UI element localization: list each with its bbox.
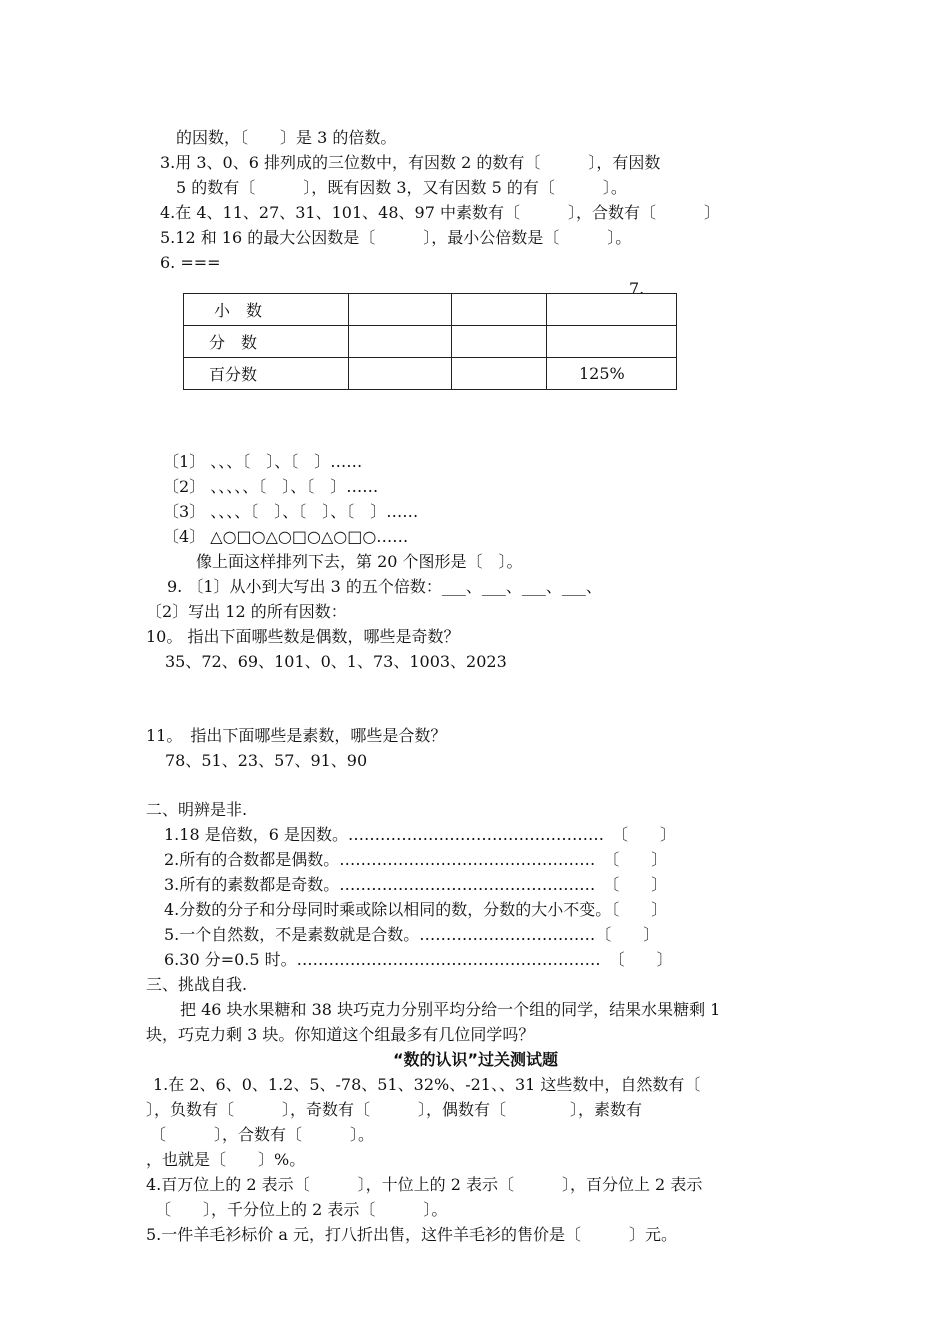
row-label-fraction: 分 数: [184, 326, 349, 358]
section-3-heading: 三、挑战自我.: [146, 975, 248, 994]
question-10-numbers: 35、72、69、101、0、1、73、1003、2023: [165, 652, 507, 671]
judge-1: 1.18 是倍数，6 是因数。………………………………………… 〔 〕: [164, 825, 676, 844]
sequence-1: 〔1〕 、、、〔 〕、〔 〕……: [163, 452, 363, 471]
question-5: 5.12 和 16 的最大公因数是〔 〕，最小公倍数是〔 〕。: [160, 228, 632, 247]
table-cell: [452, 326, 547, 358]
row-label-decimal: 小 数: [184, 294, 349, 326]
test-q5: 5.一件羊毛衫标价 a 元，打八折出售，这件羊毛衫的售价是〔 〕元。: [146, 1225, 677, 1244]
table-cell: [547, 294, 677, 326]
conversion-table: [183, 293, 677, 390]
question-11-numbers: 78、51、23、57、91、90: [165, 751, 368, 770]
test-q1-line-3: 〔 〕，合数有〔 〕。: [150, 1125, 375, 1144]
question-6: 6. ===: [160, 253, 221, 272]
line-1: 的因数，〔 〕是 3 的倍数。: [176, 128, 397, 147]
table-cell: [349, 358, 452, 390]
table-row: [184, 326, 677, 358]
question-10: 10。 指出下面哪些数是偶数，哪些是奇数？: [146, 627, 460, 646]
test-title: “数的认识”过关测试题: [393, 1050, 559, 1069]
table-cell: [452, 358, 547, 390]
test-q3-fragment: ，也就是〔 〕%。: [146, 1150, 306, 1169]
table-cell: [349, 326, 452, 358]
table-cell: [349, 294, 452, 326]
judge-3: 3.所有的素数都是奇数。………………………………………… 〔 〕: [164, 875, 668, 894]
question-3-line-1: 3.用 3、0、6 排列成的三位数中，有因数 2 的数有〔 〕，有因数: [160, 153, 661, 172]
table-cell: [452, 294, 547, 326]
table-cell: [547, 326, 677, 358]
challenge-line-2: 块，巧克力剩 3 块。你知道这个组最多有几位同学吗？: [146, 1025, 535, 1044]
question-9-part-2: 〔2〕写出 12 的所有因数：: [146, 602, 347, 621]
sequence-4: 〔4〕 △○□○△○□○△○□○……: [163, 527, 409, 546]
question-9-part-1: 9. 〔1〕从小到大写出 3 的五个倍数：___、___、___、___、: [167, 577, 602, 596]
question-11: 11。 指出下面哪些是素数，哪些是合数？: [146, 726, 447, 745]
section-2-heading: 二、明辨是非.: [146, 800, 248, 819]
judge-5: 5.一个自然数，不是素数就是合数。……………………………〔 〕: [164, 925, 660, 944]
table-cell: 125%: [547, 358, 677, 390]
row-label-percent: 百分数: [184, 358, 349, 390]
judge-6: 6.30 分=0.5 时。………………………………………………… 〔 〕: [164, 950, 673, 969]
question-4: 4.在 4、11、27、31、101、48、97 中素数有〔 〕，合数有〔 〕: [160, 203, 720, 222]
judge-4: 4.分数的分子和分母同时乘或除以相同的数，分数的大小不变。〔 〕: [164, 900, 668, 919]
sequence-2: 〔2〕 、、、、、〔 〕、〔 〕……: [163, 477, 379, 496]
sequence-4-question: 像上面这样排列下去，第 20 个图形是〔 〕。: [196, 552, 523, 571]
test-q4-line-2: 〔 〕，千分位上的 2 表示〔 〕。: [155, 1200, 448, 1219]
test-q4-line-1: 4.百万位上的 2 表示〔 〕，十位上的 2 表示〔 〕，百分位上 2 表示: [146, 1175, 703, 1194]
question-7: 7.: [629, 279, 645, 298]
table-row: [184, 294, 677, 326]
judge-2: 2.所有的合数都是偶数。………………………………………… 〔 〕: [164, 850, 668, 869]
challenge-line-1: 把 46 块水果糖和 38 块巧克力分别平均分给一个组的同学，结果水果糖剩 1: [180, 1000, 721, 1019]
sequence-3: 〔3〕 、、、、〔 〕、〔 〕、〔 〕……: [163, 502, 419, 521]
question-3-line-2: 5 的数有〔 〕，既有因数 3，又有因数 5 的有〔 〕。: [176, 178, 627, 197]
table-row: [184, 358, 677, 390]
test-q1-line-1: 1.在 2、6、0、1.2、5、-78、51、32%、-21、、31 这些数中，自然数有〔: [153, 1075, 701, 1094]
test-q1-line-2: 〕，负数有〔 〕，奇数有〔 〕，偶数有〔 〕，素数有: [146, 1100, 643, 1119]
